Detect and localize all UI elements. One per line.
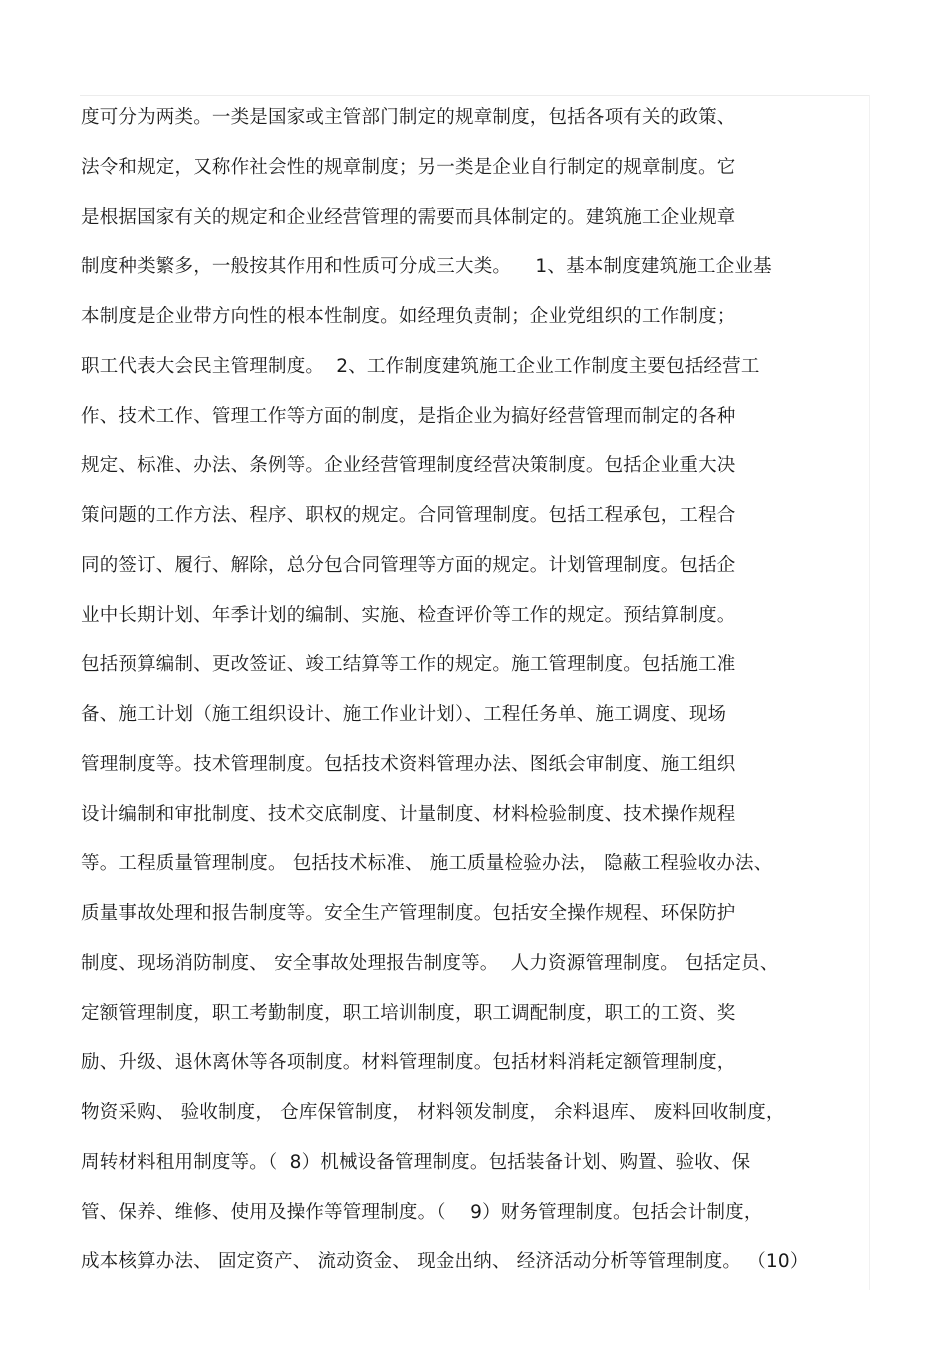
text-line: 成本核算办法、 固定资产、 流动资金、 现金出纳、 经济活动分析等管理制度。 （10） [81, 1251, 809, 1273]
text-line: 定额管理制度，职工考勤制度，职工培训制度，职工调配制度，职工的工资、奖 [81, 1002, 736, 1024]
text-line: 质量事故处理和报告制度等。安全生产管理制度。包括安全操作规程、环保防护 [81, 903, 736, 924]
text-line: 规定、标准、办法、条例等。企业经营管理制度经营决策制度。包括企业重大决 [81, 455, 736, 477]
text-line: 本制度是企业带方向性的根本性制度。如经理负责制；企业党组织的工作制度； [81, 306, 736, 327]
top-divider [80, 95, 870, 96]
text-line: 设计编制和审批制度、技术交底制度、计量制度、材料检验制度、技术操作规程 [81, 803, 736, 825]
text-line: 制度、现场消防制度、 安全事故处理报告制度等。 人力资源管理制度。 包括定员、 [81, 952, 779, 974]
text-line: 等。工程质量管理制度。 包括技术标准、 施工质量检验办法， 隐蔽工程验收办法、 [81, 853, 773, 875]
text-line: 策问题的工作方法、程序、职权的规定。合同管理制度。包括工程承包，工程合 [81, 505, 736, 526]
text-line: 励、升级、退休离休等各项制度。材料管理制度。包括材料消耗定额管理制度， [81, 1052, 736, 1074]
text-line: 业中长期计划、年季计划的编制、实施、检查评价等工作的规定。预结算制度。 [81, 604, 736, 626]
text-line: 物资采购、 验收制度， 仓库保管制度， 材料领发制度， 余料退库、 废料回收制度， [81, 1102, 785, 1123]
right-margin-divider [869, 95, 870, 1290]
text-line: 周转材料租用制度等。（ 8）机械设备管理制度。包括装备计划、购置、验收、保 [81, 1151, 751, 1173]
text-line: 作、技术工作、管理工作等方面的制度，是指企业为搞好经营管理而制定的各种 [81, 405, 736, 427]
text-line: 度可分为两类。一类是国家或主管部门制定的规章制度，包括各项有关的政策、 [81, 107, 736, 128]
text-line: 管理制度等。技术管理制度。包括技术资料管理办法、图纸会审制度、施工组织 [81, 753, 736, 775]
text-line: 是根据国家有关的规定和企业经营管理的需要而具体制定的。建筑施工企业规章 [81, 206, 736, 228]
text-line: 职工代表大会民主管理制度。 2、工作制度建筑施工企业工作制度主要包括经营工 [81, 355, 760, 377]
text-line: 同的签订、履行、解除，总分包合同管理等方面的规定。计划管理制度。包括企 [81, 554, 736, 576]
text-line: 包括预算编制、更改签证、竣工结算等工作的规定。施工管理制度。包括施工准 [81, 654, 736, 676]
text-line: 管、保养、维修、使用及操作等管理制度。（ 9）财务管理制度。包括会计制度， [81, 1201, 763, 1223]
text-line: 制度种类繁多，一般按其作用和性质可分成三大类。 1、基本制度建筑施工企业基 [81, 256, 772, 278]
text-line: 备、施工计划（施工组织设计、施工作业计划）、工程任务单、施工调度、现场 [81, 704, 727, 725]
text-line: 法令和规定，又称作社会性的规章制度；另一类是企业自行制定的规章制度。它 [81, 156, 736, 178]
body-text [81, 98, 866, 1292]
